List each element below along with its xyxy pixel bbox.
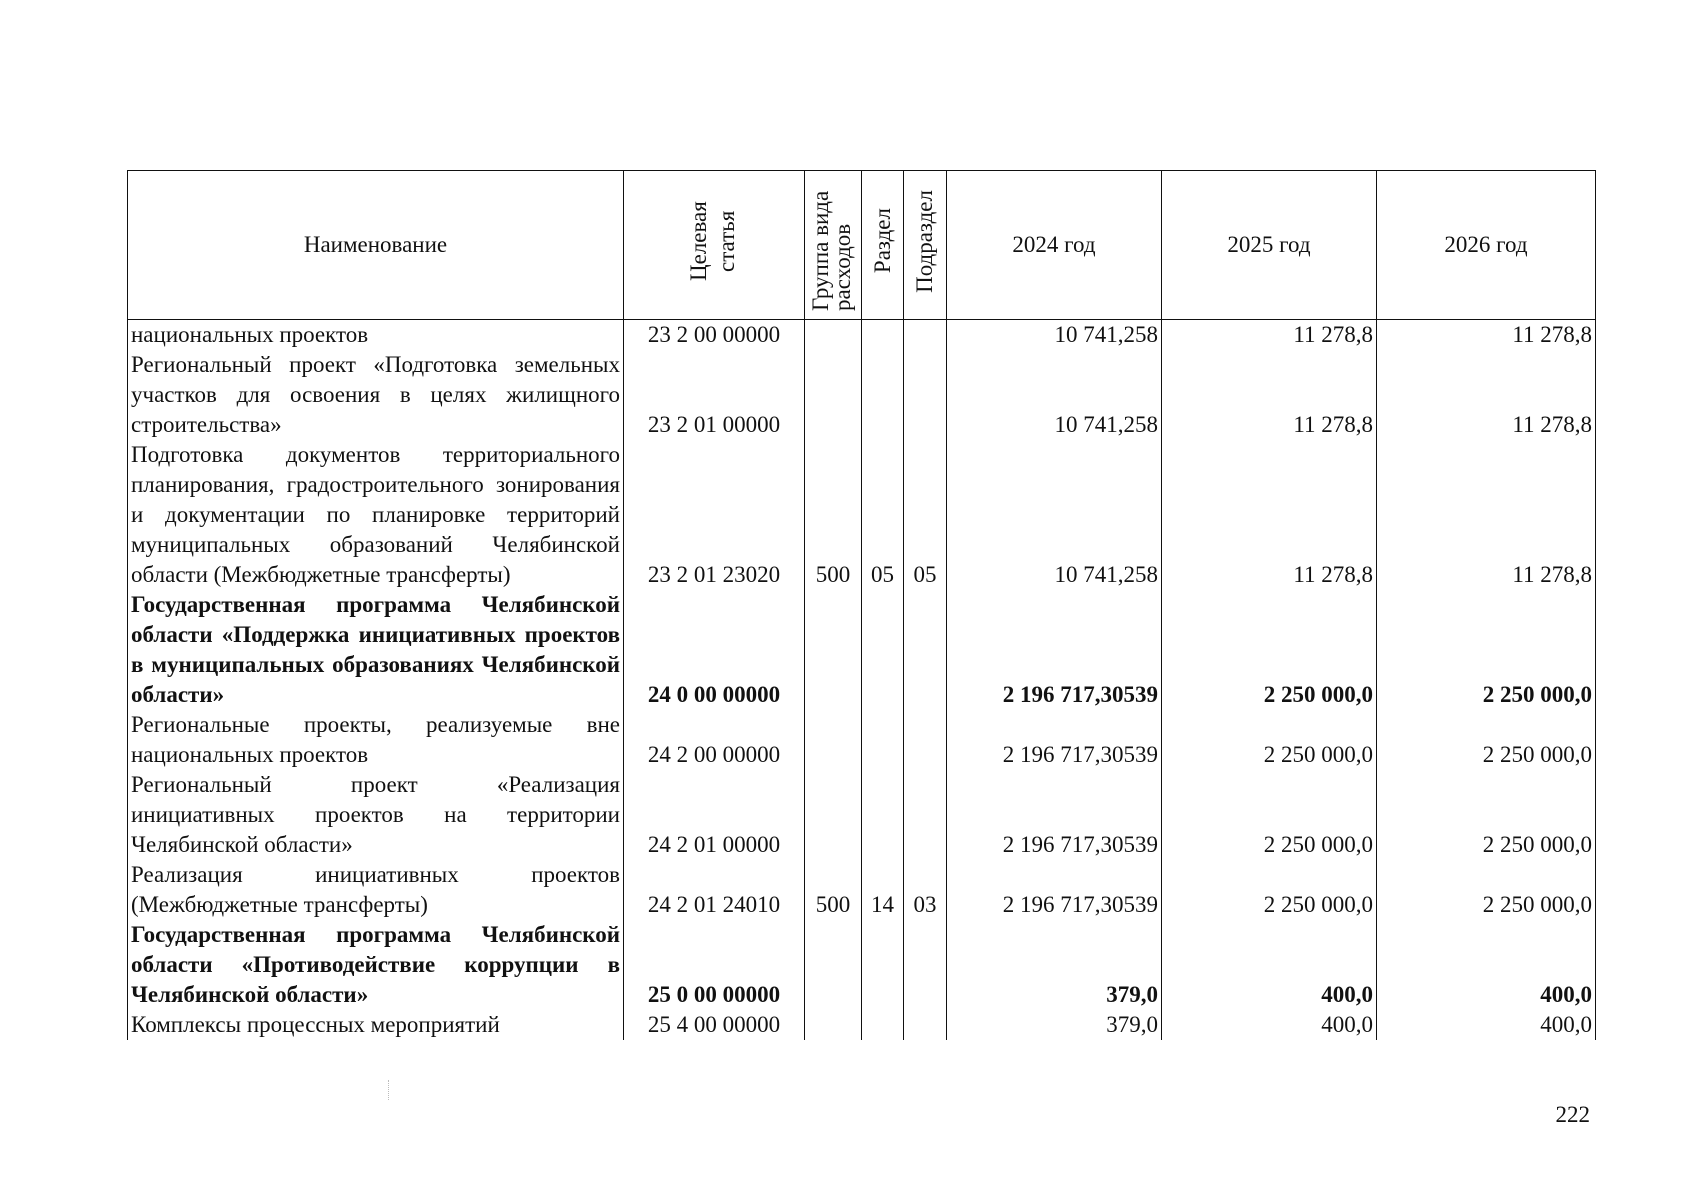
row-name-cell: Государственная программа Челябинской области «Поддержка инициативных проектов в муниципальных образованиях Челябинской области» <box>128 590 624 710</box>
row-code-cell: 23 2 00 00000 <box>624 320 805 351</box>
header-year-2025: 2025 год <box>1162 171 1377 320</box>
row-2024-cell: 2 196 717,30539 <box>947 590 1162 710</box>
table-row <box>128 710 1596 770</box>
table-row <box>128 1010 1596 1040</box>
row-2025-cell: 400,0 <box>1162 920 1377 1010</box>
row-2025-cell: 2 250 000,0 <box>1162 710 1377 770</box>
row-2024-cell: 379,0 <box>947 1010 1162 1040</box>
row-code-cell: 24 2 00 00000 <box>624 710 805 770</box>
row-2025-cell: 400,0 <box>1162 1010 1377 1040</box>
header-target-article: Целевая статья <box>624 171 805 320</box>
row-2026-cell: 400,0 <box>1377 920 1596 1010</box>
row-subsection-cell <box>904 320 947 351</box>
row-2024-cell: 10 741,258 <box>947 440 1162 590</box>
row-expense-group-cell: 500 <box>805 860 862 920</box>
row-subsection-cell <box>904 350 947 440</box>
row-2026-cell: 400,0 <box>1377 1010 1596 1040</box>
row-subsection-cell <box>904 770 947 860</box>
row-name-cell: Региональные проекты, реализуемые вне национальных проектов <box>128 710 624 770</box>
row-2026-cell: 2 250 000,0 <box>1377 710 1596 770</box>
row-name-cell: Подготовка документов территориального планирования, градостроительного зонирования и документации по планировке территорий муниципальных образований Челябинской области (Межбюджетные трансферты) <box>128 440 624 590</box>
scan-mark <box>388 1080 390 1100</box>
row-subsection-cell <box>904 590 947 710</box>
row-name-cell: национальных проектов <box>128 320 624 351</box>
row-code-cell: 23 2 01 00000 <box>624 350 805 440</box>
header-year-2026: 2026 год <box>1377 171 1596 320</box>
row-2024-cell: 2 196 717,30539 <box>947 860 1162 920</box>
row-2024-cell: 379,0 <box>947 920 1162 1010</box>
row-2026-cell: 2 250 000,0 <box>1377 770 1596 860</box>
row-2024-cell: 10 741,258 <box>947 350 1162 440</box>
row-2025-cell: 2 250 000,0 <box>1162 770 1377 860</box>
row-section-cell <box>862 590 904 710</box>
row-2025-cell: 11 278,8 <box>1162 350 1377 440</box>
row-name-cell: Комплексы процессных мероприятий <box>128 1010 624 1040</box>
row-name-cell: Государственная программа Челябинской области «Противодействие коррупции в Челябинской области» <box>128 920 624 1010</box>
budget-table <box>127 170 1596 1040</box>
row-code-cell: 23 2 01 23020 <box>624 440 805 590</box>
row-section-cell <box>862 770 904 860</box>
table-row <box>128 860 1596 920</box>
row-2025-cell: 2 250 000,0 <box>1162 860 1377 920</box>
row-expense-group-cell <box>805 770 862 860</box>
row-code-cell: 24 0 00 00000 <box>624 590 805 710</box>
header-name: Наименование <box>128 171 624 320</box>
header-expense-group: Группа вида расходов <box>805 171 862 320</box>
row-2024-cell: 2 196 717,30539 <box>947 710 1162 770</box>
table-row <box>128 440 1596 590</box>
row-section-cell <box>862 350 904 440</box>
row-expense-group-cell <box>805 920 862 1010</box>
row-subsection-cell <box>904 710 947 770</box>
row-name-cell: Реализация инициативных проектов (Межбюджетные трансферты) <box>128 860 624 920</box>
row-code-cell: 24 2 01 00000 <box>624 770 805 860</box>
table-row <box>128 590 1596 710</box>
row-section-cell <box>862 920 904 1010</box>
row-2025-cell: 11 278,8 <box>1162 440 1377 590</box>
row-code-cell: 24 2 01 24010 <box>624 860 805 920</box>
row-expense-group-cell <box>805 590 862 710</box>
row-subsection-cell <box>904 1010 947 1040</box>
row-expense-group-cell: 500 <box>805 440 862 590</box>
row-2024-cell: 2 196 717,30539 <box>947 770 1162 860</box>
row-code-cell: 25 4 00 00000 <box>624 1010 805 1040</box>
row-2024-cell: 10 741,258 <box>947 320 1162 351</box>
row-2025-cell: 2 250 000,0 <box>1162 590 1377 710</box>
header-section: Раздел <box>862 171 904 320</box>
row-2026-cell: 11 278,8 <box>1377 440 1596 590</box>
header-year-2024: 2024 год <box>947 171 1162 320</box>
row-section-cell <box>862 1010 904 1040</box>
row-2025-cell: 11 278,8 <box>1162 320 1377 351</box>
row-section-cell <box>862 320 904 351</box>
row-2026-cell: 2 250 000,0 <box>1377 860 1596 920</box>
table-row <box>128 320 1596 351</box>
row-section-cell <box>862 710 904 770</box>
row-section-cell: 14 <box>862 860 904 920</box>
row-2026-cell: 2 250 000,0 <box>1377 590 1596 710</box>
row-expense-group-cell <box>805 350 862 440</box>
row-expense-group-cell <box>805 710 862 770</box>
row-name-cell: Региональный проект «Реализация инициативных проектов на территории Челябинской области» <box>128 770 624 860</box>
table-row <box>128 770 1596 860</box>
row-expense-group-cell <box>805 1010 862 1040</box>
row-subsection-cell: 05 <box>904 440 947 590</box>
table-body <box>128 320 1596 1041</box>
row-expense-group-cell <box>805 320 862 351</box>
row-subsection-cell: 03 <box>904 860 947 920</box>
row-code-cell: 25 0 00 00000 <box>624 920 805 1010</box>
row-section-cell: 05 <box>862 440 904 590</box>
page-number: 222 <box>1555 1102 1590 1127</box>
row-2026-cell: 11 278,8 <box>1377 320 1596 351</box>
table-row <box>128 920 1596 1010</box>
table-row <box>128 350 1596 440</box>
header-subsection: Подраздел <box>904 171 947 320</box>
row-subsection-cell <box>904 920 947 1010</box>
row-2026-cell: 11 278,8 <box>1377 350 1596 440</box>
table-header-row <box>128 171 1596 320</box>
row-name-cell: Региональный проект «Подготовка земельных участков для освоения в целях жилищного строительства» <box>128 350 624 440</box>
